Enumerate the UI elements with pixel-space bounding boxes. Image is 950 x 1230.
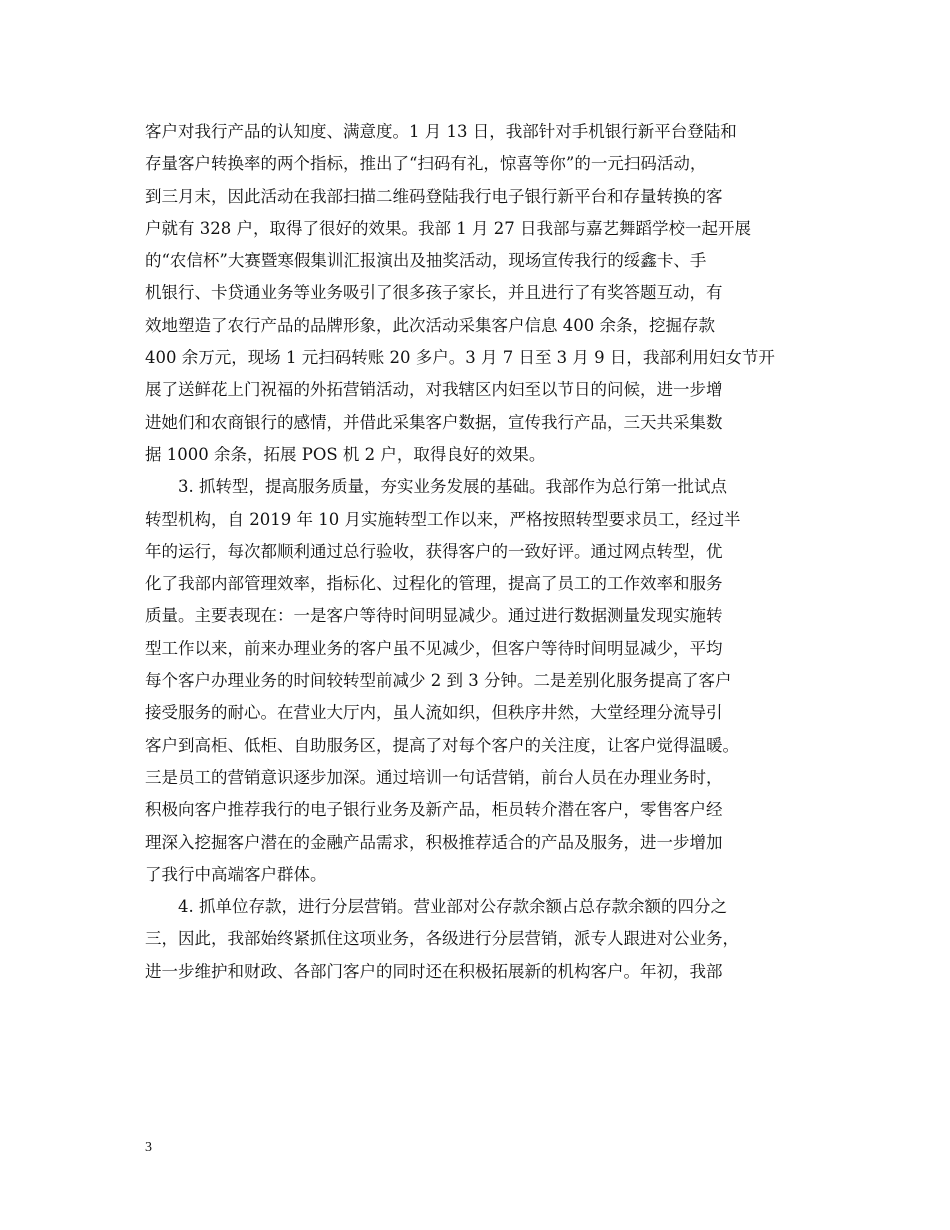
page-number: 3 [145, 1140, 152, 1155]
text-line: 了我行中高端客户群体。 [145, 864, 327, 884]
text-line: 据 1000 余条，拓展 POS 机 2 户，取得良好的效果。 [145, 444, 546, 464]
text-line: 进一步维护和财政、各部门客户的同时还在积极拓展新的机构客户。年初，我部 [145, 961, 723, 981]
text-line: 的“农信杯”大赛暨寒假集训汇报演出及抽奖活动，现场宣传我行的绥鑫卡、手 [145, 251, 707, 271]
text-line: 户就有 328 户，取得了很好的效果。我部 1 月 27 日我部与嘉艺舞蹈学校一起开展 [145, 218, 751, 238]
text-line: 转型机构，自 2019 年 10 月实施转型工作以来，严格按照转型要求员工，经过半 [145, 509, 741, 529]
text-line: 展了送鲜花上门祝福的外拓营销活动，对我辖区内妇至以节日的问候，进一步增 [145, 380, 723, 400]
text-line: 接受服务的耐心。在营业大厅内，虽人流如织，但秩序井然，大堂经理分流导引 [145, 703, 723, 723]
paragraph-start-line: 4. 抓单位存款，进行分层营销。营业部对公存款余额占总存款余额的四分之 [145, 897, 727, 917]
text-line: 质量。主要表现在：一是客户等待时间明显减少。通过进行数据测量发现实施转 [145, 606, 723, 626]
text-line: 积极向客户推荐我行的电子银行业务及新产品，柜员转介潜在客户，零售客户经 [145, 800, 723, 820]
paragraph-start-line: 3. 抓转型，提高服务质量，夯实业务发展的基础。我部作为总行第一批试点 [145, 477, 727, 497]
text-line: 理深入挖掘客户潜在的金融产品需求，积极推荐适合的产品及服务，进一步增加 [145, 832, 723, 852]
text-line: 每个客户办理业务的时间较转型前减少 2 到 3 分钟。二是差别化服务提高了客户 [145, 671, 732, 691]
text-line: 客户到高柜、低柜、自助服务区，提高了对每个客户的关注度，让客户觉得温暖。 [145, 735, 739, 755]
text-line: 400 余万元，现场 1 元扫码转账 20 多户。3 月 7 日至 3 月 9 日，我部利用妇女节开 [145, 348, 775, 368]
text-line: 效地塑造了农行产品的品牌形象，此次活动采集客户信息 400 余条，挖掘存款 [145, 315, 715, 335]
text-line: 年的运行，每次都顺利通过总行验收，获得客户的一致好评。通过网点转型，优 [145, 541, 723, 561]
text-line: 机银行、卡贷通业务等业务吸引了很多孩子家长，并且进行了有奖答题互动，有 [145, 283, 723, 303]
text-line: 客户对我行产品的认知度、满意度。1 月 13 日，我部针对手机银行新平台登陆和 [145, 122, 737, 141]
text-line: 化了我部内部管理效率，指标化、过程化的管理，提高了员工的工作效率和服务 [145, 574, 723, 594]
text-line: 存量客户转换率的两个指标，推出了“扫码有礼，惊喜等你”的一元扫码活动， [145, 154, 707, 174]
text-line: 型工作以来，前来办理业务的客户虽不见减少，但客户等待时间明显减少，平均 [145, 638, 723, 658]
text-line: 三，因此，我部始终紧抓住这项业务，各级进行分层营销，派专人跟进对公业务， [145, 929, 739, 949]
text-line: 到三月末，因此活动在我部扫描二维码登陆我行电子银行新平台和存量转换的客 [145, 186, 723, 206]
document-body [145, 116, 807, 988]
text-line: 进她们和农商银行的感情，并借此采集客户数据，宣传我行产品，三天共采集数 [145, 412, 723, 432]
text-line: 三是员工的营销意识逐步加深。通过培训一句话营销，前台人员在办理业务时， [145, 767, 723, 787]
